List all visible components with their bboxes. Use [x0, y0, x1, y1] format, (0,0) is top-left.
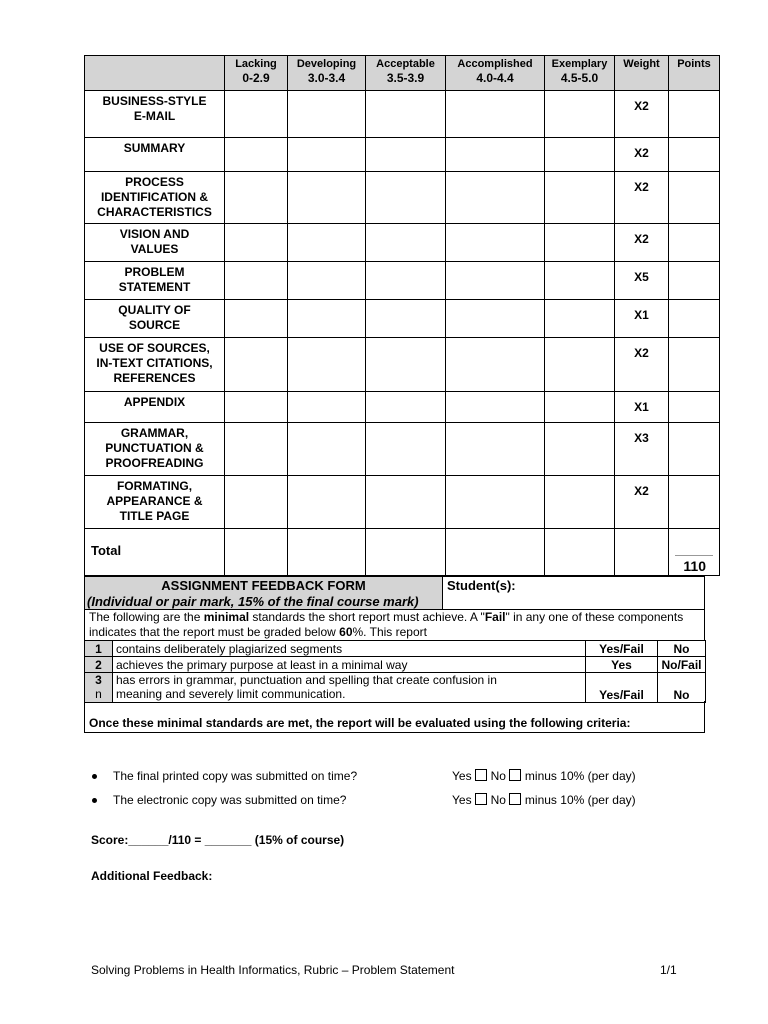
standard-text: contains deliberately plagiarized segments — [113, 641, 586, 657]
score-cell[interactable] — [545, 138, 615, 172]
score-cell[interactable] — [288, 172, 366, 224]
score-cell[interactable] — [225, 91, 288, 138]
standard-row — [85, 641, 706, 657]
score-cell[interactable] — [288, 476, 366, 529]
score-cell[interactable] — [446, 476, 545, 529]
score-cell[interactable] — [225, 172, 288, 224]
standard-yes: Yes/Fail — [586, 641, 658, 657]
total-cell — [366, 529, 446, 576]
assignment-feedback-form — [84, 576, 705, 733]
score-cell[interactable] — [366, 172, 446, 224]
feedback-title-box — [84, 576, 443, 610]
score-cell[interactable] — [288, 91, 366, 138]
score-cell[interactable] — [545, 172, 615, 224]
score-cell[interactable] — [366, 262, 446, 300]
criteria-note-box — [84, 701, 705, 733]
bullet-icon — [92, 798, 97, 803]
rubric-total-row — [85, 529, 720, 576]
standard-text: achieves the primary purpose at least in a minimal way — [113, 657, 586, 673]
standard-number: 2 — [85, 657, 113, 673]
rubric-header-criteria — [85, 56, 225, 91]
points-cell[interactable] — [669, 262, 720, 300]
criterion-label: VISION AND VALUES — [85, 224, 225, 262]
criterion-label: PROBLEM STATEMENT — [85, 262, 225, 300]
score-cell[interactable] — [366, 476, 446, 529]
weight-header: Weight — [615, 56, 669, 91]
weight-cell: X1 — [615, 300, 669, 338]
check-options: Yes No minus 10% (per day) — [452, 769, 636, 783]
footer-title: Solving Problems in Health Informatics, Rubric – Problem Statement — [91, 963, 455, 977]
weight-cell: X2 — [615, 138, 669, 172]
score-cell[interactable] — [446, 300, 545, 338]
score-cell[interactable] — [545, 476, 615, 529]
score-cell[interactable] — [446, 91, 545, 138]
criterion-label: BUSINESS-STYLE E-MAIL — [85, 91, 225, 138]
score-cell[interactable] — [288, 392, 366, 423]
additional-feedback-label: Additional Feedback: — [91, 869, 213, 883]
points-cell[interactable] — [669, 476, 720, 529]
score-cell[interactable] — [366, 392, 446, 423]
no-checkbox[interactable] — [509, 793, 521, 805]
check-options: Yes No minus 10% (per day) — [452, 793, 636, 807]
weight-cell: X1 — [615, 392, 669, 423]
standard-yes: Yes — [586, 657, 658, 673]
points-cell[interactable] — [669, 138, 720, 172]
weight-cell: X3 — [615, 423, 669, 476]
rubric-row — [85, 172, 720, 224]
standard-yes: Yes/Fail — [586, 673, 658, 703]
score-cell[interactable] — [446, 172, 545, 224]
rubric-table — [84, 55, 720, 576]
points-cell[interactable] — [669, 300, 720, 338]
score-cell[interactable] — [446, 138, 545, 172]
level-header: Exemplary 4.5-5.0 — [545, 56, 615, 91]
score-cell[interactable] — [225, 392, 288, 423]
weight-cell: X2 — [615, 91, 669, 138]
rubric-row — [85, 392, 720, 423]
points-cell[interactable] — [669, 423, 720, 476]
footer-page-number: 1/1 — [660, 963, 677, 977]
score-cell[interactable] — [225, 262, 288, 300]
score-cell[interactable] — [545, 423, 615, 476]
points-cell[interactable] — [669, 338, 720, 392]
score-cell[interactable] — [225, 338, 288, 392]
criteria-note: Once these minimal standards are met, the report will be evaluated using the following criteria: — [89, 716, 631, 730]
criterion-label: SUMMARY — [85, 138, 225, 172]
score-cell[interactable] — [446, 338, 545, 392]
standard-text: has errors in grammar, punctuation and spelling that create confusion in meaning and severely limit communication. — [113, 673, 586, 703]
rubric-row — [85, 262, 720, 300]
score-cell[interactable] — [288, 300, 366, 338]
rubric-row — [85, 423, 720, 476]
score-cell[interactable] — [225, 300, 288, 338]
score-cell[interactable] — [446, 224, 545, 262]
weight-cell: X2 — [615, 338, 669, 392]
score-cell[interactable] — [446, 392, 545, 423]
score-cell[interactable] — [545, 338, 615, 392]
rubric-row — [85, 138, 720, 172]
level-header: Accomplished 4.0-4.4 — [446, 56, 545, 91]
level-header: Developing 3.0-3.4 — [288, 56, 366, 91]
no-checkbox[interactable] — [509, 769, 521, 781]
total-points: 110 — [683, 558, 706, 574]
total-cell — [615, 529, 669, 576]
points-cell[interactable] — [669, 172, 720, 224]
score-cell[interactable] — [545, 224, 615, 262]
standard-row — [85, 657, 706, 673]
score-cell[interactable] — [545, 300, 615, 338]
weight-cell: X5 — [615, 262, 669, 300]
score-line: Score:______/110 = _______ (15% of course) — [91, 833, 345, 847]
total-cell — [446, 529, 545, 576]
score-cell[interactable] — [225, 476, 288, 529]
score-cell[interactable] — [366, 138, 446, 172]
standard-no: No — [658, 673, 706, 703]
minimal-standards-intro-box — [84, 609, 705, 641]
rubric-row — [85, 300, 720, 338]
score-cell[interactable] — [288, 224, 366, 262]
total-points-cell — [669, 529, 720, 576]
score-cell[interactable] — [446, 262, 545, 300]
score-cell[interactable] — [366, 300, 446, 338]
standard-no: No/Fail — [658, 657, 706, 673]
score-cell[interactable] — [366, 91, 446, 138]
total-cell — [545, 529, 615, 576]
criterion-label: QUALITY OF SOURCE — [85, 300, 225, 338]
score-cell[interactable] — [446, 423, 545, 476]
rubric-header-row — [85, 56, 720, 91]
rubric-row — [85, 476, 720, 529]
criterion-label: APPENDIX — [85, 392, 225, 423]
student-box — [442, 576, 705, 610]
criterion-label: USE OF SOURCES, IN-TEXT CITATIONS, REFERENCES — [85, 338, 225, 392]
feedback-title: ASSIGNMENT FEEDBACK FORM — [161, 578, 366, 593]
weight-cell: X2 — [615, 224, 669, 262]
score-cell[interactable] — [225, 423, 288, 476]
points-cell[interactable] — [669, 224, 720, 262]
rubric-row — [85, 91, 720, 138]
points-cell[interactable] — [669, 392, 720, 423]
points-header: Points — [669, 56, 720, 91]
standard-number: 1 — [85, 641, 113, 657]
score-cell[interactable] — [288, 138, 366, 172]
yes-checkbox[interactable] — [475, 769, 487, 781]
score-cell[interactable] — [366, 423, 446, 476]
criterion-label: PROCESS IDENTIFICATION & CHARACTERISTICS — [85, 172, 225, 224]
score-cell[interactable] — [545, 262, 615, 300]
total-cell — [225, 529, 288, 576]
student-label: Student(s): — [447, 578, 516, 593]
weight-cell: X2 — [615, 172, 669, 224]
score-cell[interactable] — [288, 423, 366, 476]
level-header: Lacking 0-2.9 — [225, 56, 288, 91]
check-question: The final printed copy was submitted on time? — [113, 769, 358, 783]
level-header: Acceptable 3.5-3.9 — [366, 56, 446, 91]
weight-cell: X2 — [615, 476, 669, 529]
criterion-label: FORMATING, APPEARANCE & TITLE PAGE — [85, 476, 225, 529]
yes-checkbox[interactable] — [475, 793, 487, 805]
score-cell[interactable] — [366, 224, 446, 262]
minimal-standards-table — [84, 640, 706, 703]
check-question: The electronic copy was submitted on time? — [113, 793, 347, 807]
rubric-row — [85, 338, 720, 392]
standard-row — [85, 673, 706, 703]
total-label: Total — [85, 529, 225, 576]
criterion-label: GRAMMAR, PUNCTUATION & PROOFREADING — [85, 423, 225, 476]
rubric-row — [85, 224, 720, 262]
feedback-subtitle: (Individual or pair mark, 15% of the final course mark) — [87, 594, 419, 609]
score-cell[interactable] — [288, 262, 366, 300]
score-cell[interactable] — [225, 224, 288, 262]
standard-number: 3 n — [85, 673, 113, 703]
score-cell[interactable] — [366, 338, 446, 392]
score-cell[interactable] — [545, 392, 615, 423]
score-cell[interactable] — [225, 138, 288, 172]
minimal-standards-intro: The following are the minimal standards the short report must achieve. A "Fail" in any one of these components indicates that the report must be graded below 60%. This report — [89, 610, 684, 639]
standard-no: No — [658, 641, 706, 657]
points-cell[interactable] — [669, 91, 720, 138]
score-cell[interactable] — [545, 91, 615, 138]
score-cell[interactable] — [288, 338, 366, 392]
bullet-icon — [92, 774, 97, 779]
total-cell — [288, 529, 366, 576]
